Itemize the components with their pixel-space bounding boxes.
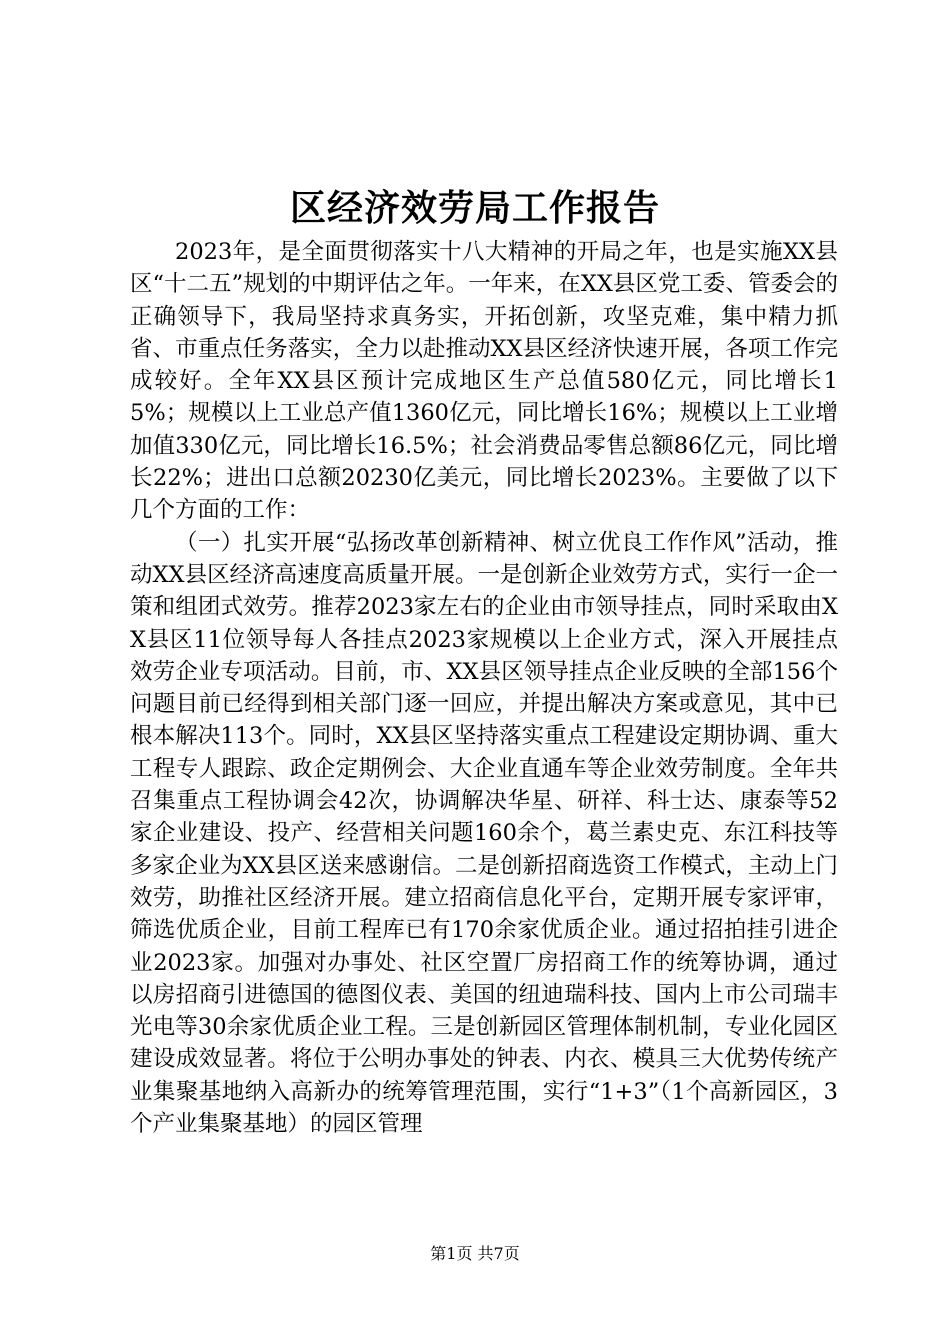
page-footer: 第1页 共7页 xyxy=(430,1244,520,1263)
document-body xyxy=(130,236,838,1140)
paragraph-section-one: （一）扎实开展“弘扬改革创新精神、树立优良工作作风”活动，推动XX县区经济高速度高质量开展。一是创新企业效劳方式，实行一企一策和组团式效劳。推荐2023家左右的企业由市领导挂点，同时采取由XX县区11位领导每人各挂点2023家规模以上企业方式，深入开展挂点效劳企业专项活动。目前，市、XX县区领导挂点企业反映的全部156个问题目前已经得到相关部门逐一回应，并提出解决方案或意见，其中已根本解决113个。同时，XX县区坚持落实重点工程建设定期协调、重大工程专人跟踪、政企定期例会、大企业直通车等企业效劳制度。全年共召集重点工程协调会42次，协调解决华星、研祥、科士达、康泰等52家企业建设、投产、经营相关问题160余个，葛兰素史克、东江科技等多家企业为XX县区送来感谢信。二是创新招商选资工作模式，主动上门效劳，助推社区经济开展。建立招商信息化平台，定期开展专家评审，筛选优质企业，目前工程库已有170余家优质企业。通过招拍挂引进企业2023家。加强对办事处、社区空置厂房招商工作的统筹协调，通过以房招商引进德国的德图仪表、美国的纽迪瑞科技、国内上市公司瑞丰光电等30余家优质企业工程。三是创新园区管理体制机制，专业化园区建设成效显著。将位于公明办事处的钟表、内衣、模具三大优势传统产业集聚基地纳入高新办的统筹管理范围，实行“1+3”（1个高新园区，3个产业集聚基地）的园区管理 xyxy=(130,529,838,1138)
paragraph-intro: 2023年，是全面贯彻落实十八大精神的开局之年，也是实施XX县区“十二五”规划的中期评估之年。一年来，在XX县区党工委、管委会的正确领导下，我局坚持求真务实，开拓创新，攻坚克难，集中精力抓省、市重点任务落实，全力以赴推动XX县区经济快速开展，各项工作完成较好。全年XX县区预计完成地区生产总值580亿元，同比增长15%；规模以上工业总产值1360亿元，同比增长16%；规模以上工业增加值330亿元，同比增长16.5%；社会消费品零售总额86亿元，同比增长22%；进出口总额20230亿美元，同比增长2023%。主要做了以下几个方面的工作： xyxy=(130,239,838,524)
document-title: 区经济效劳局工作报告 xyxy=(289,187,660,229)
